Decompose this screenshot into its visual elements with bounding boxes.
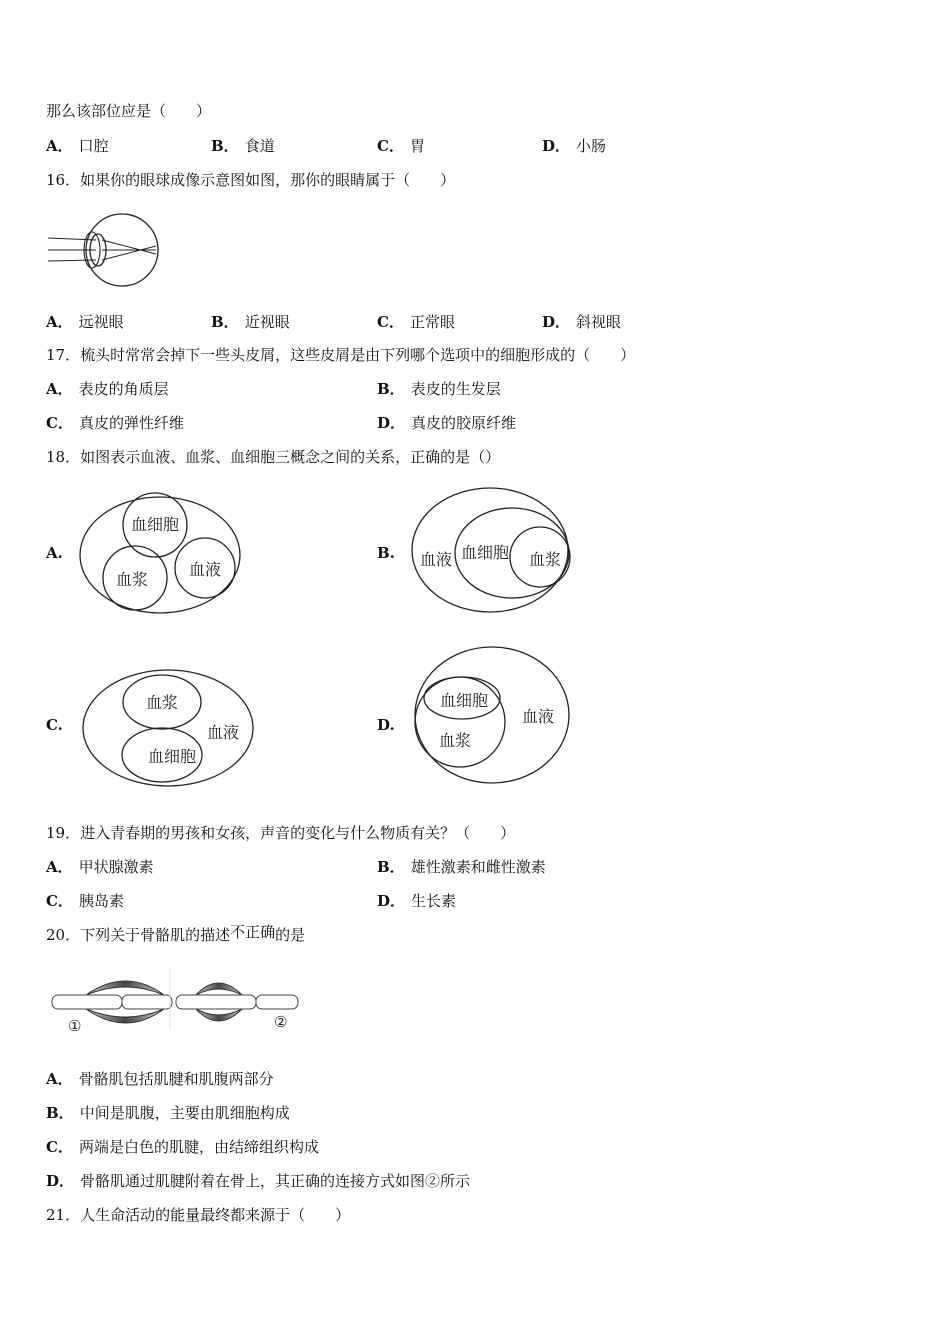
option-text: 生长素 [411, 892, 457, 910]
q15-stem: 那么该部位应是（ ） [46, 102, 212, 120]
option-letter: B． [377, 858, 405, 876]
venn-a-cells: 血细胞 [130, 515, 180, 534]
option-text: 胰岛素 [78, 892, 124, 910]
q18-option-a-letter[interactable]: A. [46, 544, 63, 562]
venn-d-plasma: 血浆 [438, 731, 472, 750]
option-letter: B． [211, 313, 239, 331]
option-text: 骨骼肌通过肌腱附着在骨上，其正确的连接方式如图②所示 [80, 1172, 471, 1190]
figure-1 [52, 981, 172, 1035]
q19-option-b[interactable] [377, 857, 546, 877]
venn-c-blood: 血液 [206, 723, 240, 742]
option-letter: B． [46, 1104, 74, 1122]
q16-stem: 16．如果你的眼球成像示意图如图，那你的眼睛属于（ ） [46, 171, 456, 189]
q20-option-b[interactable] [46, 1103, 290, 1123]
q19-option-c[interactable] [46, 891, 124, 911]
stem-part: 的是 [275, 926, 306, 944]
option-text: 口腔 [78, 137, 109, 155]
venn-c-cells: 血细胞 [147, 747, 197, 766]
option-letter: D． [46, 1172, 75, 1190]
option-letter: A． [46, 380, 73, 398]
option-text: 甲状腺激素 [78, 858, 154, 876]
option-letter: A． [46, 1070, 73, 1088]
option-text: 中间是肌腹，主要由肌细胞构成 [79, 1104, 290, 1122]
option-text: 两端是白色的肌腱，由结缔组织构成 [78, 1138, 319, 1156]
option-text: 表皮的角质层 [78, 380, 169, 398]
venn-a [80, 493, 240, 613]
option-text: 雄性激素和雌性激素 [410, 858, 546, 876]
q21-stem: 21．人生命活动的能量最终都来源于（ ） [46, 1206, 351, 1224]
option-text: 食道 [244, 137, 275, 155]
venn-b-blood: 血液 [419, 550, 453, 569]
venn-d-blood: 血液 [521, 707, 555, 726]
option-text: 近视眼 [244, 313, 290, 331]
stem-emphasis: 不正确 [230, 923, 276, 941]
option-letter: C． [46, 892, 73, 910]
option-letter: C． [377, 313, 404, 331]
option-letter: B． [377, 380, 405, 398]
q18-stem: 18．如图表示血液、血浆、血细胞三概念之间的关系，正确的是（） [46, 448, 501, 466]
venn-a-blood: 血液 [188, 560, 222, 579]
figure-2-label: ② [274, 1013, 288, 1031]
option-letter: A． [46, 313, 73, 331]
figure-1-label: ① [68, 1017, 82, 1035]
option-text: 正常眼 [409, 313, 455, 331]
q18-option-b-letter[interactable]: B. [377, 544, 395, 562]
option-text: 远视眼 [78, 313, 124, 331]
q20-stem [46, 925, 305, 945]
option-text: 真皮的胶原纤维 [411, 414, 517, 432]
option-letter: B． [211, 137, 239, 155]
option-text: 小肠 [576, 137, 607, 155]
q19-option-d[interactable] [377, 891, 456, 911]
option-letter: D． [377, 892, 406, 910]
option-letter: A． [46, 858, 73, 876]
option-letter: C． [46, 1138, 73, 1156]
q19-option-a[interactable] [46, 857, 154, 877]
option-letter: D． [542, 313, 571, 331]
venn-a-plasma: 血浆 [115, 570, 149, 589]
venn-b-cells: 血细胞 [460, 543, 510, 562]
venn-c-plasma: 血浆 [145, 693, 179, 712]
venn-b-plasma: 血浆 [528, 550, 562, 569]
q20-option-c[interactable] [46, 1137, 319, 1157]
q20-option-a[interactable] [46, 1069, 274, 1089]
q20-option-d[interactable] [46, 1171, 470, 1191]
q18-option-c-letter[interactable]: C. [46, 716, 63, 734]
option-letter: A． [46, 137, 73, 155]
q17-stem: 17．梳头时常常会掉下一些头皮屑，这些皮屑是由下列哪个选项中的细胞形成的（ ） [46, 346, 636, 364]
q19-stem: 19．进入青春期的男孩和女孩，声音的变化与什么物质有关？（ ） [46, 824, 516, 842]
q18-option-d-letter[interactable]: D. [377, 716, 395, 734]
option-letter: C． [377, 137, 404, 155]
figure-2 [176, 983, 298, 1031]
option-letter: D． [542, 137, 571, 155]
option-letter: D． [377, 414, 406, 432]
venn-d-cells: 血细胞 [439, 691, 489, 710]
option-letter: C． [46, 414, 73, 432]
option-text: 骨骼肌包括肌腱和肌腹两部分 [78, 1070, 274, 1088]
muscle-diagram [46, 965, 301, 1037]
stem-part: 20．下列关于骨骼肌的描述 [46, 926, 231, 944]
option-text: 表皮的生发层 [410, 380, 501, 398]
option-text: 胃 [409, 137, 425, 155]
option-text: 斜视眼 [576, 313, 622, 331]
option-text: 真皮的弹性纤维 [78, 414, 184, 432]
